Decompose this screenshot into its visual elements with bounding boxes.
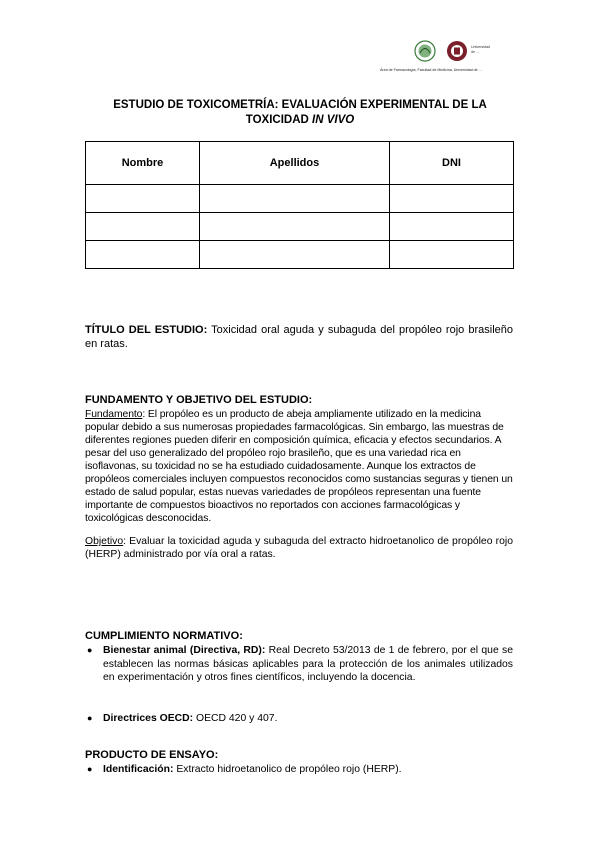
- bullet-icon: ●: [87, 713, 93, 723]
- header-logos: [380, 40, 515, 82]
- identificacion-label: Identificación:: [103, 764, 174, 775]
- table-cell-nombre[interactable]: [86, 185, 200, 213]
- study-title-section: [85, 324, 513, 351]
- bienestar-label: Bienestar animal (Directiva, RD):: [103, 645, 266, 656]
- fundamento-heading: FUNDAMENTO Y OBJETIVO DEL ESTUDIO:: [85, 394, 313, 406]
- column-header-dni: DNI: [390, 142, 514, 185]
- fundamento-paragraph: [85, 408, 513, 525]
- objetivo-text: : Evaluar la toxicidad aguda y subaguda del extracto hidroetanolico de propóleo rojo (HERP) administrado por vía oral a ratas.: [85, 536, 513, 560]
- university-name: Universidad de ...: [471, 45, 490, 54]
- list-item: [85, 712, 513, 726]
- table-cell-apellidos[interactable]: [200, 185, 390, 213]
- table-cell-dni[interactable]: [390, 241, 514, 269]
- table-cell-apellidos[interactable]: [200, 241, 390, 269]
- list-item: [85, 763, 513, 777]
- study-title-text: Toxicidad oral aguda y subaguda del propóleo rojo brasileño en ratas.: [85, 324, 513, 350]
- objetivo-label: Objetivo: [85, 536, 124, 547]
- table-header-row: [86, 142, 514, 185]
- bullet-icon: ●: [87, 645, 93, 655]
- list-item: [85, 644, 513, 685]
- oecd-text: OECD 420 y 407.: [193, 713, 278, 724]
- participants-table: [85, 141, 514, 269]
- logo-caption: Área de Farmacología, Facultad de Medicina, Universidad de ...: [380, 68, 482, 72]
- study-title-label: TÍTULO DEL ESTUDIO:: [85, 324, 208, 336]
- normativo-heading: CUMPLIMIENTO NORMATIVO:: [85, 630, 243, 642]
- producto-heading: PRODUCTO DE ENSAYO:: [85, 749, 219, 761]
- table-row: [86, 213, 514, 241]
- table-cell-nombre[interactable]: [86, 213, 200, 241]
- table-cell-apellidos[interactable]: [200, 213, 390, 241]
- bienestar-text: Real Decreto 53/2013 de 1 de febrero, por el que se establecen las normas básicas aplicables para la protección de los animales utilizados en experimentación y otros fines científicos, incluyendo la docencia.: [103, 645, 513, 684]
- identificacion-text: Extracto hidroetanolico de propóleo rojo (HERP).: [173, 764, 402, 775]
- faculty-seal-icon: [414, 40, 436, 62]
- table-row: [86, 185, 514, 213]
- objetivo-paragraph: [85, 535, 513, 561]
- table-cell-dni[interactable]: [390, 213, 514, 241]
- table-cell-dni[interactable]: [390, 185, 514, 213]
- bullet-icon: ●: [87, 764, 93, 774]
- oecd-label: Directrices OECD:: [103, 713, 194, 724]
- table-row: [86, 241, 514, 269]
- university-crest-icon: [446, 40, 468, 62]
- fundamento-text: : El propóleo es un producto de abeja ampliamente utilizado en la medicina popular debido a sus numerosas propiedades farmacológicas. Sin embargo, las muestras de diferentes regiones pueden diferir en composición química, eficacia y efectos secundarios. A pesar del uso generalizado del propóleo rojo brasileño, que es una variedad rica en isoflavonas, su toxicidad no se ha estudiado cuidadosamente. Aunque los extractos de propóleos comerciales incluyen compuestos reconocidos como sustancias seguras y tienen un estado de salud popular, estas nuevas variedades de propóleos representan una fuente importante de compuestos bioactivos no reportados con acciones farmacológicas y toxicológicas desconocidas.: [85, 409, 513, 524]
- title-emphasis: IN VIVO: [312, 114, 355, 126]
- table-cell-nombre[interactable]: [86, 241, 200, 269]
- column-header-nombre: Nombre: [86, 142, 200, 185]
- fundamento-label: Fundamento: [85, 409, 143, 420]
- document-title: ESTUDIO DE TOXICOMETRÍA: EVALUACIÓN EXPERIMENTAL DE LA TOXICIDAD IN VIVO: [113, 99, 487, 126]
- column-header-apellidos: Apellidos: [200, 142, 390, 185]
